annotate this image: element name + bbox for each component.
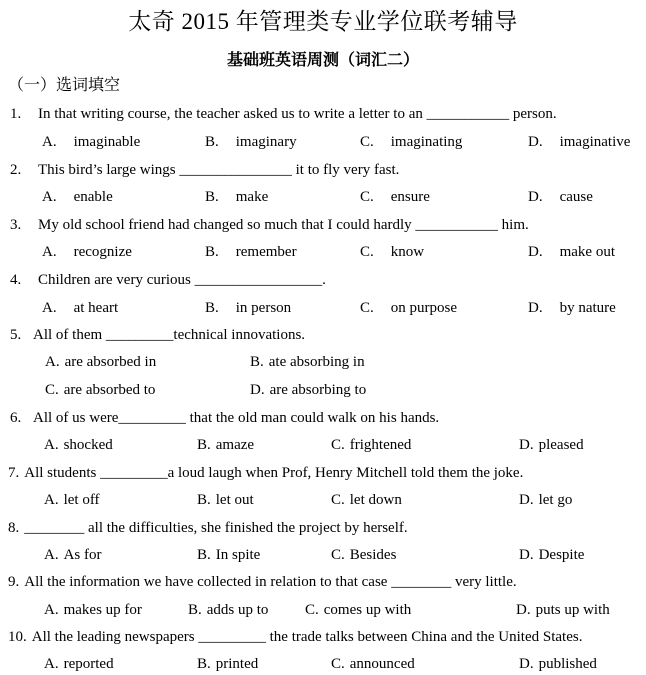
question-text: All students _________a loud laugh when Prof, Henry Mitchell told them the joke.: [24, 465, 524, 481]
option-text: cause: [559, 189, 593, 205]
question-7-options: [0, 489, 646, 511]
option-label: D.: [528, 300, 543, 316]
question-number: 3.: [10, 217, 22, 233]
option: [528, 131, 630, 153]
option-text: enable: [73, 189, 113, 205]
option-text: by nature: [559, 300, 616, 316]
option-text: imaginating: [390, 134, 463, 150]
option-text: recognize: [73, 244, 132, 260]
option: [519, 653, 597, 675]
document-subtitle: 基础班英语周测（词汇二）: [226, 52, 419, 69]
question-number: 8.: [8, 520, 20, 536]
question-7: [0, 462, 646, 484]
option: [197, 653, 258, 675]
option: [45, 351, 156, 373]
option-label: C.: [360, 244, 374, 260]
option-text: makes up for: [63, 602, 142, 618]
option: [42, 131, 140, 153]
option-text: As for: [63, 547, 102, 563]
question-3-options: [0, 241, 646, 263]
option-label: B.: [197, 547, 211, 563]
option-label: A.: [44, 547, 59, 563]
option-text: make out: [559, 244, 615, 260]
option-text: pleased: [538, 437, 584, 453]
option: [360, 131, 462, 153]
option-text: In spite: [215, 547, 261, 563]
option-label: A.: [44, 602, 59, 618]
option-label: D.: [528, 134, 543, 150]
option: [205, 186, 268, 208]
option-text: reported: [63, 656, 114, 672]
option-label: C.: [45, 382, 59, 398]
option-label: C.: [360, 134, 374, 150]
option-label: D.: [516, 602, 531, 618]
question-text: Children are very curious _________________.: [38, 272, 326, 288]
question-9: [0, 571, 646, 593]
question-8: [0, 517, 646, 539]
option-label: D.: [528, 189, 543, 205]
section-heading: （一）选词填空: [8, 77, 121, 94]
option-text: Despite: [538, 547, 585, 563]
option-text: published: [538, 656, 597, 672]
question-text: ________ all the difficulties, she finished the project by herself.: [24, 520, 408, 536]
question-text: All the information we have collected in relation to that case ________ very little.: [24, 574, 517, 590]
option: [360, 297, 457, 319]
option-label: C.: [360, 189, 374, 205]
option: [188, 599, 268, 621]
option-text: amaze: [215, 437, 255, 453]
option-text: know: [390, 244, 425, 260]
option: [528, 297, 616, 319]
option-label: C.: [331, 437, 345, 453]
question-number: 7.: [8, 465, 20, 481]
option-text: let out: [215, 492, 254, 508]
question-6-options: [0, 434, 646, 456]
option: [331, 434, 411, 456]
option-label: B.: [205, 300, 219, 316]
option: [42, 241, 132, 263]
option-text: puts up with: [535, 602, 610, 618]
option: [205, 297, 291, 319]
option-text: are absorbing to: [269, 382, 367, 398]
option: [197, 544, 260, 566]
option: [519, 489, 572, 511]
question-number: 9.: [8, 574, 20, 590]
question-2: [0, 159, 646, 181]
question-5: [0, 324, 646, 346]
option-label: A.: [42, 244, 57, 260]
option: [528, 241, 615, 263]
option: [516, 599, 610, 621]
option-text: let down: [349, 492, 402, 508]
question-text: All of them _________technical innovations.: [33, 327, 306, 343]
option-text: let go: [538, 492, 573, 508]
option: [205, 131, 297, 153]
option-label: A.: [44, 492, 59, 508]
option-text: imaginary: [235, 134, 297, 150]
option-text: ensure: [390, 189, 430, 205]
option-text: imaginable: [73, 134, 141, 150]
question-4: [0, 269, 646, 291]
option-text: printed: [215, 656, 259, 672]
option-label: C.: [360, 300, 374, 316]
option-text: make: [235, 189, 269, 205]
option-label: D.: [519, 437, 534, 453]
question-3: [0, 214, 646, 236]
option: [205, 241, 297, 263]
option: [519, 434, 584, 456]
option-text: remember: [235, 244, 297, 260]
option-label: B.: [197, 656, 211, 672]
option: [197, 489, 254, 511]
option-text: frightened: [349, 437, 412, 453]
question-text: All of us were_________ that the old man could walk on his hands.: [33, 410, 440, 426]
option-label: D.: [519, 492, 534, 508]
question-5-options-row-1: [0, 351, 646, 373]
option-label: C.: [331, 547, 345, 563]
option-text: imaginative: [559, 134, 631, 150]
option-text: Besides: [349, 547, 397, 563]
option-label: D.: [519, 656, 534, 672]
question-8-options: [0, 544, 646, 566]
document-title: 太奇 2015 年管理类专业学位联考辅导: [128, 9, 518, 34]
question-number: 4.: [10, 272, 22, 288]
option-label: A.: [45, 354, 60, 370]
question-number: 1.: [10, 106, 22, 122]
option: [360, 241, 424, 263]
question-10-options: [0, 653, 646, 675]
option-text: adds up to: [206, 602, 269, 618]
option: [528, 186, 593, 208]
option-label: D.: [250, 382, 265, 398]
option-label: C.: [305, 602, 319, 618]
question-5-options-row-2: [0, 379, 646, 401]
question-number: 2.: [10, 162, 22, 178]
option-label: C.: [331, 492, 345, 508]
option-label: D.: [528, 244, 543, 260]
option-text: ate absorbing in: [268, 354, 365, 370]
question-text: My old school friend had changed so much that I could hardly ___________ him.: [38, 217, 529, 233]
option-label: B.: [205, 134, 219, 150]
question-text: This bird’s large wings _______________ it to fly very fast.: [38, 162, 400, 178]
option: [331, 544, 396, 566]
option: [42, 297, 118, 319]
option: [360, 186, 430, 208]
option: [197, 434, 254, 456]
option-text: at heart: [73, 300, 119, 316]
option-label: A.: [44, 656, 59, 672]
option: [44, 599, 142, 621]
option-label: D.: [519, 547, 534, 563]
option-label: A.: [44, 437, 59, 453]
option: [250, 379, 366, 401]
option: [42, 186, 113, 208]
option-text: are absorbed in: [64, 354, 157, 370]
option-text: comes up with: [323, 602, 412, 618]
question-number: 6.: [10, 410, 22, 426]
question-9-options: [0, 599, 646, 621]
option-text: shocked: [63, 437, 113, 453]
question-10: [0, 626, 646, 648]
question-4-options: [0, 297, 646, 319]
option: [44, 653, 114, 675]
question-6: [0, 407, 646, 429]
option: [44, 434, 113, 456]
option: [519, 544, 584, 566]
question-2-options: [0, 186, 646, 208]
option-label: B.: [197, 437, 211, 453]
question-text: All the leading newspapers _________ the trade talks between China and the United States.: [31, 629, 583, 645]
option-label: B.: [250, 354, 264, 370]
option-label: A.: [42, 134, 57, 150]
option: [44, 544, 102, 566]
option-label: A.: [42, 189, 57, 205]
question-1-options: [0, 131, 646, 153]
option-label: B.: [197, 492, 211, 508]
option-text: are absorbed to: [63, 382, 156, 398]
option: [331, 489, 402, 511]
option: [250, 351, 365, 373]
option-label: A.: [42, 300, 57, 316]
option-label: B.: [188, 602, 202, 618]
question-number: 10.: [8, 629, 27, 645]
option-label: B.: [205, 244, 219, 260]
option-text: let off: [63, 492, 100, 508]
question-1: [0, 103, 646, 125]
option-label: B.: [205, 189, 219, 205]
option: [44, 489, 100, 511]
option-text: announced: [349, 656, 415, 672]
option: [305, 599, 411, 621]
question-text: In that writing course, the teacher asked us to write a letter to an ___________ person.: [38, 106, 557, 122]
option-label: C.: [331, 656, 345, 672]
option: [331, 653, 415, 675]
option-text: on purpose: [390, 300, 458, 316]
option: [45, 379, 155, 401]
option-text: in person: [235, 300, 292, 316]
question-number: 5.: [10, 327, 22, 343]
